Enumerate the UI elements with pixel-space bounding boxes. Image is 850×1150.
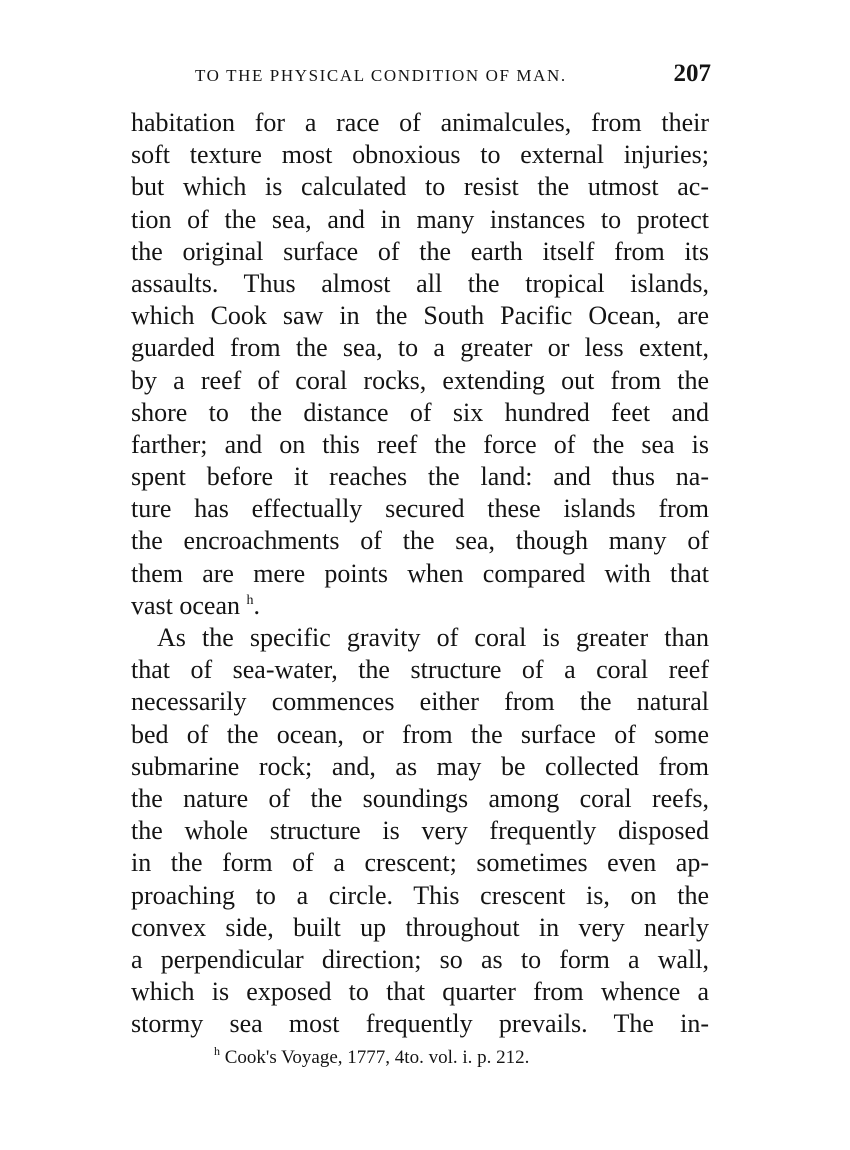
text-line: a perpendicular direction; so as to form a wall, xyxy=(131,944,709,974)
text-line: soft texture most obnoxious to external injuries; xyxy=(131,140,709,170)
text-line: necessarily commences either from the natural xyxy=(131,687,709,717)
paragraph-1 xyxy=(131,107,709,622)
text-line: farther; and on this reef the force of the sea is xyxy=(131,429,709,459)
text-line: As the specific gravity of coral is greater than xyxy=(157,623,709,652)
text-line: which is exposed to that quarter from whence a xyxy=(131,977,709,1007)
text-line: proaching to a circle. This crescent is, on the xyxy=(131,880,709,910)
footnote-text: Cook's Voyage, 1777, 4to. vol. i. p. 212. xyxy=(224,1047,530,1068)
text-line: the nature of the soundings among coral reefs, xyxy=(131,783,709,813)
text-line: the whole structure is very frequently disposed xyxy=(131,816,709,846)
running-title: TO THE PHYSICAL CONDITION OF MAN. xyxy=(195,66,567,85)
footnote-mark: h xyxy=(214,1044,220,1058)
text-line: spent before it reaches the land: and thus na- xyxy=(131,462,709,492)
text-line: stormy sea most frequently prevails. The in- xyxy=(131,1009,709,1039)
text-line: which Cook saw in the South Pacific Ocean, are xyxy=(131,301,709,331)
text-line: them are mere points when compared with that xyxy=(131,558,709,588)
text-line: ture has effectually secured these islands from xyxy=(131,494,709,524)
text-fragment: vast ocean xyxy=(131,590,241,620)
running-head xyxy=(195,60,711,90)
text-line: submarine rock; and, as may be collected from xyxy=(131,751,709,781)
text-line: habitation for a race of animalcules, from their xyxy=(131,108,709,137)
text-fragment: . xyxy=(253,590,261,620)
body-text xyxy=(131,107,709,1040)
text-line: guarded from the sea, to a greater or less extent, xyxy=(131,333,709,363)
text-line: the original surface of the earth itself from its xyxy=(131,236,709,266)
text-line: shore to the distance of six hundred feet and xyxy=(131,397,709,427)
footnote-reference: h xyxy=(246,592,254,608)
text-line: tion of the sea, and in many instances to protect xyxy=(131,204,709,234)
text-line: the encroachments of the sea, though many of xyxy=(131,526,709,556)
footnote xyxy=(214,1044,530,1069)
text-line: bed of the ocean, or from the surface of some xyxy=(131,719,709,749)
paragraph-2 xyxy=(131,622,709,1040)
text-line: by a reef of coral rocks, extending out from the xyxy=(131,365,709,395)
text-line: assaults. Thus almost all the tropical islands, xyxy=(131,268,709,298)
text-line: in the form of a crescent; sometimes even ap- xyxy=(131,848,709,878)
page-number: 207 xyxy=(673,60,711,87)
text-line: convex side, built up throughout in very nearly xyxy=(131,912,709,942)
text-line xyxy=(131,590,709,622)
text-line: that of sea-water, the structure of a coral reef xyxy=(131,655,709,685)
text-line: but which is calculated to resist the utmost ac- xyxy=(131,172,709,202)
